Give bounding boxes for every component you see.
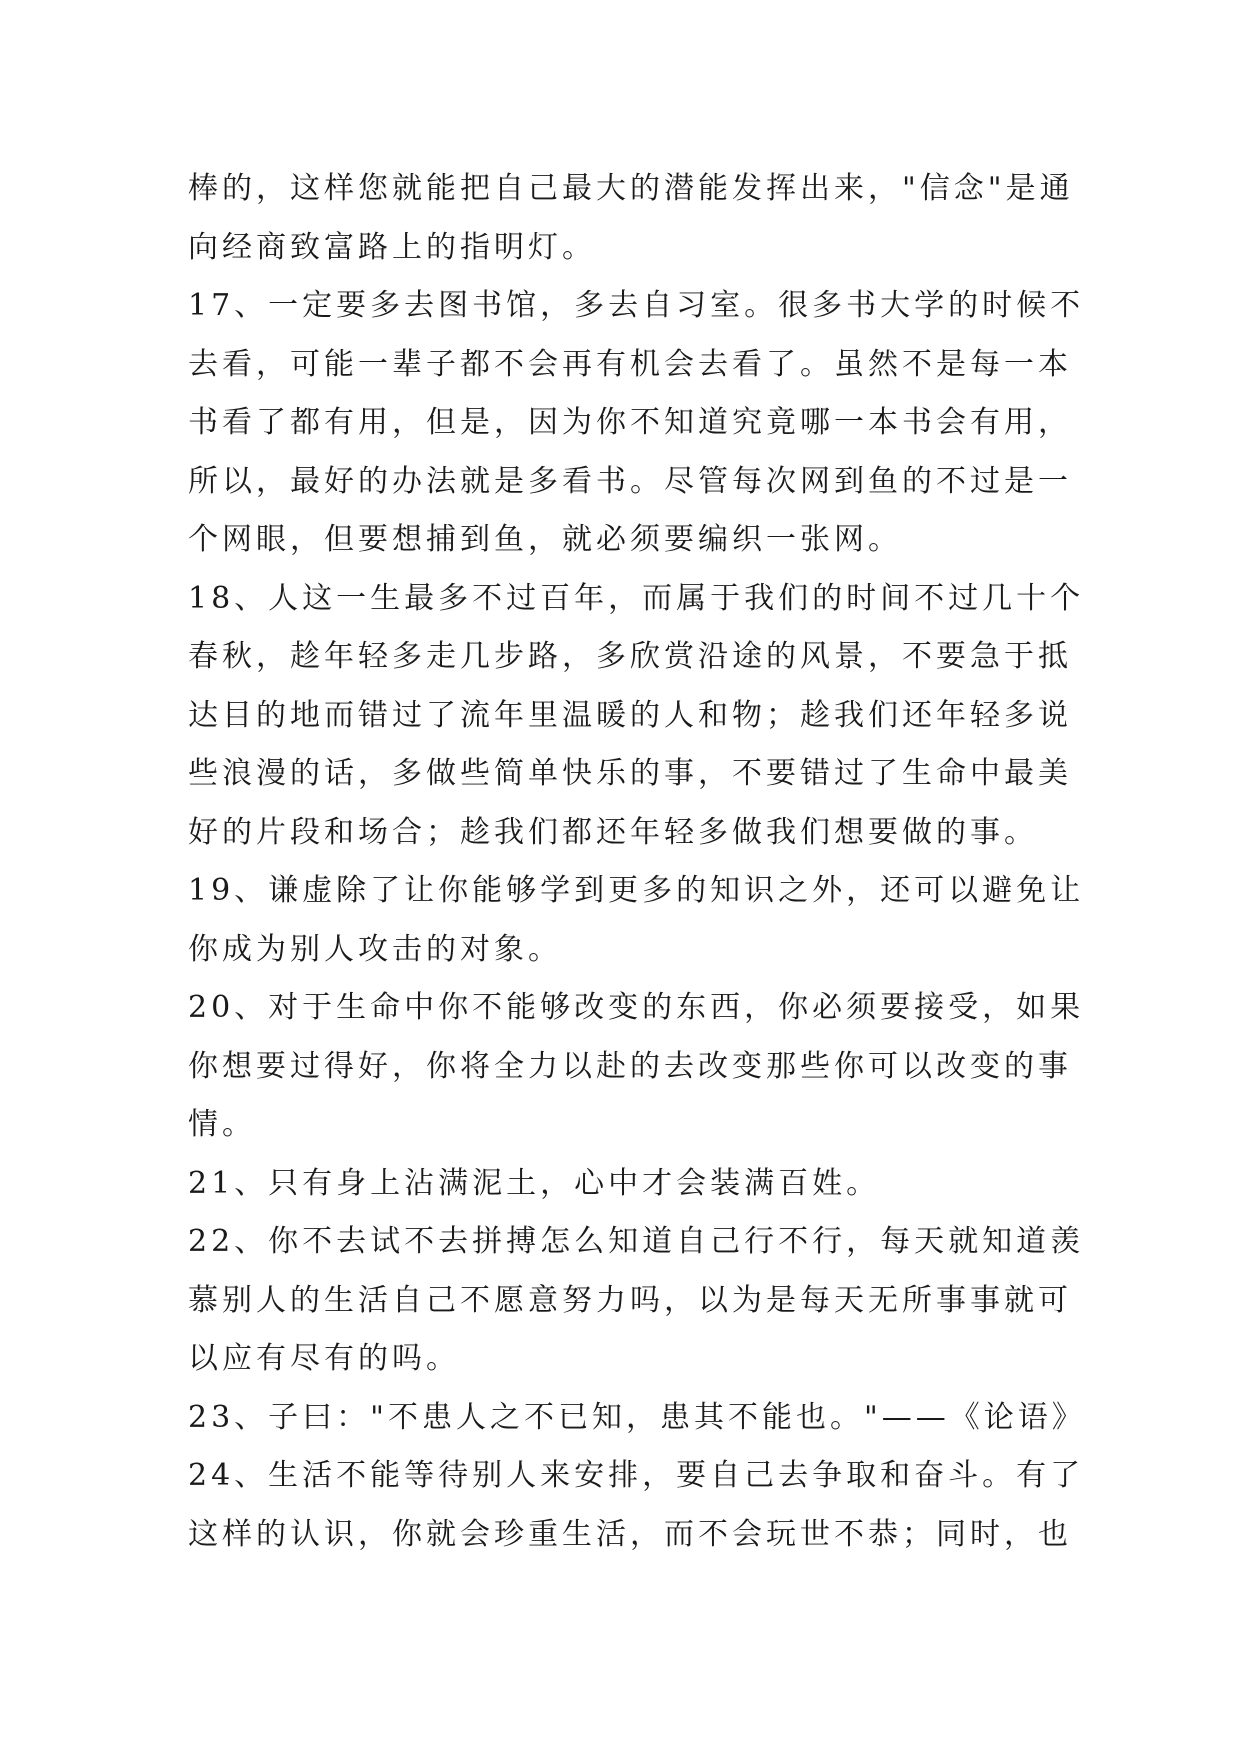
text-line: 慕别人的生活自己不愿意努力吗，以为是每天无所事事就可 <box>188 1282 1072 1318</box>
text-line: 23、子曰："不患人之不已知，患其不能也。"——《论语》 <box>188 1399 1086 1435</box>
text-line: 些浪漫的话，多做些简单快乐的事，不要错过了生命中最美 <box>188 756 1072 791</box>
text-line: 19、谦虚除了让你能够学到更多的知识之外，还可以避免让 <box>188 873 1085 908</box>
text-line: 达目的地而错过了流年里温暖的人和物；趁我们还年轻多说 <box>188 697 1072 733</box>
text-line: 书看了都有用，但是，因为你不知道究竟哪一本书会有用， <box>188 405 1072 440</box>
text-line: 你成为别人攻击的对象。 <box>188 931 562 967</box>
text-line: 24、生活不能等待别人来安排，要自己去争取和奋斗。有了 <box>188 1458 1085 1493</box>
text-line: 个网眼，但要想捕到鱼，就必须要编织一张网。 <box>188 522 902 557</box>
text-line: 这样的认识，你就会珍重生活，而不会玩世不恭；同时，也 <box>188 1516 1072 1552</box>
text-line: 棒的，这样您就能把自己最大的潜能发挥出来，"信念"是通 <box>188 171 1074 206</box>
text-line: 17、一定要多去图书馆，多去自习室。很多书大学的时候不 <box>188 288 1085 323</box>
text-line: 以应有尽有的吗。 <box>188 1341 460 1376</box>
document-body <box>188 160 1086 1564</box>
text-line: 所以，最好的办法就是多看书。尽管每次网到鱼的不过是一 <box>188 463 1072 499</box>
text-line: 21、只有身上沾满泥土，心中才会装满百姓。 <box>188 1165 881 1201</box>
text-line: 向经商致富路上的指明灯。 <box>188 229 596 265</box>
text-line: 22、你不去试不去拼搏怎么知道自己行不行，每天就知道羡 <box>188 1224 1085 1259</box>
text-line: 你想要过得好，你将全力以赴的去改变那些你可以改变的事 <box>188 1048 1072 1084</box>
text-line: 好的片段和场合；趁我们都还年轻多做我们想要做的事。 <box>188 814 1038 850</box>
text-line: 去看，可能一辈子都不会再有机会去看了。虽然不是每一本 <box>188 346 1072 382</box>
text-line: 18、人这一生最多不过百年，而属于我们的时间不过几十个 <box>188 580 1085 616</box>
text-line: 情。 <box>188 1107 256 1142</box>
text-line: 春秋，趁年轻多走几步路，多欣赏沿途的风景，不要急于抵 <box>188 639 1072 674</box>
text-line: 20、对于生命中你不能够改变的东西，你必须要接受，如果 <box>188 990 1085 1025</box>
